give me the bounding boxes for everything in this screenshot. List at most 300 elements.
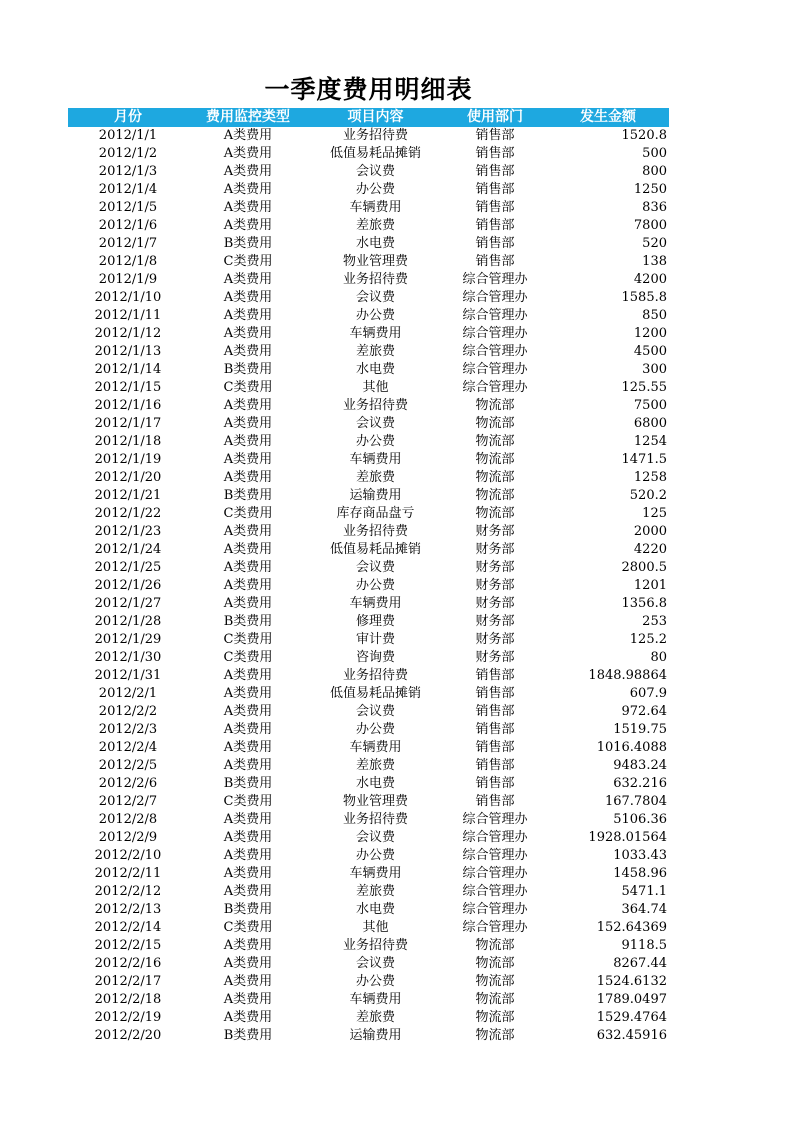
cell-department[interactable]: 综合管理办 [462,290,528,305]
cell-item[interactable]: 办公费 [355,182,395,197]
cell-amount[interactable]: 7800 [633,218,667,233]
cell-item[interactable]: 差旅费 [355,884,395,899]
table-row [68,937,669,955]
table-row [68,271,669,289]
table-row [68,163,669,181]
cell-amount[interactable]: 836 [642,200,667,215]
cell-month[interactable]: 2012/1/3 [98,164,158,179]
cell-department[interactable]: 销售部 [475,146,515,161]
cell-expense-type[interactable]: A类费用 [223,452,273,467]
cell-expense-type[interactable]: A类费用 [223,758,273,773]
cell-amount[interactable]: 800 [642,164,667,179]
cell-month[interactable]: 2012/2/20 [94,1028,162,1043]
cell-item[interactable]: 车辆费用 [349,452,402,467]
cell-expense-type[interactable]: B类费用 [223,902,273,917]
table-row [68,919,669,937]
cell-item[interactable]: 车辆费用 [349,596,402,611]
cell-month[interactable]: 2012/1/31 [94,668,162,683]
cell-expense-type[interactable]: A类费用 [223,866,273,881]
cell-department[interactable]: 综合管理办 [462,380,528,395]
cell-amount[interactable]: 1585.8 [621,290,667,305]
cell-month[interactable]: 2012/2/6 [98,776,158,791]
cell-amount[interactable]: 1201 [633,578,667,593]
cell-amount[interactable]: 5106.36 [613,812,667,827]
cell-item[interactable]: 办公费 [355,722,395,737]
cell-item[interactable]: 水电费 [355,236,395,251]
cell-month[interactable]: 2012/1/13 [94,344,162,359]
cell-expense-type[interactable]: A类费用 [223,596,273,611]
cell-month[interactable]: 2012/1/22 [94,506,162,521]
cell-month[interactable]: 2012/1/18 [94,434,162,449]
cell-month[interactable]: 2012/1/11 [94,308,162,323]
cell-expense-type[interactable]: B类费用 [223,1028,273,1043]
cell-department[interactable]: 销售部 [475,128,515,143]
cell-amount[interactable]: 125.55 [621,380,667,395]
cell-item[interactable]: 办公费 [355,848,395,863]
cell-item[interactable]: 低值易耗品摊销 [329,146,421,161]
cell-expense-type[interactable]: A类费用 [223,326,273,341]
cell-item[interactable]: 咨询费 [355,650,395,665]
cell-item[interactable]: 其他 [362,920,389,935]
cell-department[interactable]: 销售部 [475,722,515,737]
cell-month[interactable]: 2012/1/10 [94,290,162,305]
cell-department[interactable]: 综合管理办 [462,848,528,863]
cell-expense-type[interactable]: A类费用 [223,524,273,539]
cell-amount[interactable]: 1471.5 [621,452,667,467]
cell-amount[interactable]: 167.7804 [604,794,667,809]
cell-expense-type[interactable]: A类费用 [223,686,273,701]
cell-expense-type[interactable]: C类费用 [223,794,273,809]
cell-item[interactable]: 业务招待费 [342,668,408,683]
cell-item[interactable]: 水电费 [355,362,395,377]
cell-department[interactable]: 综合管理办 [462,272,528,287]
cell-month[interactable]: 2012/1/21 [94,488,162,503]
cell-expense-type[interactable]: A类费用 [223,164,273,179]
cell-month[interactable]: 2012/1/28 [94,614,162,629]
cell-department[interactable]: 物流部 [475,1028,515,1043]
table-row [68,595,669,613]
cell-expense-type[interactable]: C类费用 [223,506,273,521]
cell-month[interactable]: 2012/1/16 [94,398,162,413]
cell-month[interactable]: 2012/2/17 [94,974,162,989]
table-row [68,127,669,145]
column-header-expense-type[interactable]: 费用监控类型 [188,108,308,127]
cell-item[interactable]: 业务招待费 [342,938,408,953]
cell-department[interactable]: 物流部 [475,992,515,1007]
cell-amount[interactable]: 1529.4764 [596,1010,667,1025]
cell-month[interactable]: 2012/2/11 [94,866,162,881]
cell-expense-type[interactable]: A类费用 [223,992,273,1007]
cell-amount[interactable]: 1520.8 [621,128,667,143]
cell-amount[interactable]: 300 [642,362,667,377]
table-row [68,1009,669,1027]
cell-expense-type[interactable]: A类费用 [223,218,273,233]
cell-department[interactable]: 综合管理办 [462,812,528,827]
cell-department[interactable]: 财务部 [475,596,515,611]
cell-month[interactable]: 2012/1/20 [94,470,162,485]
cell-amount[interactable]: 253 [642,614,667,629]
cell-amount[interactable]: 2800.5 [621,560,667,575]
cell-month[interactable]: 2012/1/14 [94,362,162,377]
table-row [68,343,669,361]
cell-amount[interactable]: 632.216 [613,776,667,791]
cell-amount[interactable]: 1458.96 [613,866,667,881]
cell-department[interactable]: 财务部 [475,560,515,575]
cell-expense-type[interactable]: A类费用 [223,290,273,305]
cell-expense-type[interactable]: A类费用 [223,578,273,593]
cell-amount[interactable]: 1356.8 [621,596,667,611]
cell-item[interactable]: 业务招待费 [342,812,408,827]
cell-amount[interactable]: 1789.0497 [596,992,667,1007]
cell-item[interactable]: 水电费 [355,776,395,791]
header-row [68,108,669,127]
cell-department[interactable]: 物流部 [475,470,515,485]
cell-expense-type[interactable]: A类费用 [223,848,273,863]
table-row [68,145,669,163]
table-row [68,631,669,649]
cell-amount[interactable]: 9483.24 [613,758,667,773]
cell-amount[interactable]: 632.45916 [596,1028,667,1043]
cell-department[interactable]: 综合管理办 [462,902,528,917]
table-row [68,289,669,307]
cell-department[interactable]: 销售部 [475,182,515,197]
column-header-item[interactable]: 项目内容 [308,108,443,127]
cell-expense-type[interactable]: A类费用 [223,1010,273,1025]
table-row [68,235,669,253]
table-row [68,451,669,469]
cell-month[interactable]: 2012/2/1 [98,686,158,701]
cell-department[interactable]: 销售部 [475,740,515,755]
cell-expense-type[interactable]: A类费用 [223,974,273,989]
cell-item[interactable]: 业务招待费 [342,524,408,539]
cell-department[interactable]: 销售部 [475,776,515,791]
cell-item[interactable]: 差旅费 [355,1010,395,1025]
cell-department[interactable]: 综合管理办 [462,344,528,359]
cell-item[interactable]: 运输费用 [349,1028,402,1043]
cell-department[interactable]: 销售部 [475,686,515,701]
cell-month[interactable]: 2012/2/3 [98,722,158,737]
cell-month[interactable]: 2012/2/14 [94,920,162,935]
cell-item[interactable]: 差旅费 [355,470,395,485]
cell-expense-type[interactable]: A类费用 [223,146,273,161]
cell-item[interactable]: 业务招待费 [342,272,408,287]
cell-item[interactable]: 办公费 [355,974,395,989]
table-body [68,127,669,1045]
cell-amount[interactable]: 500 [642,146,667,161]
cell-month[interactable]: 2012/1/4 [98,182,158,197]
cell-department[interactable]: 物流部 [475,506,515,521]
cell-department[interactable]: 销售部 [475,164,515,179]
cell-department[interactable]: 销售部 [475,704,515,719]
column-header-department[interactable]: 使用部门 [443,108,547,127]
cell-item[interactable]: 低值易耗品摊销 [329,542,421,557]
cell-expense-type[interactable]: A类费用 [223,722,273,737]
cell-department[interactable]: 财务部 [475,614,515,629]
cell-amount[interactable]: 80 [650,650,667,665]
cell-expense-type[interactable]: A类费用 [223,956,273,971]
cell-amount[interactable]: 125 [642,506,667,521]
table-row [68,757,669,775]
cell-month[interactable]: 2012/1/7 [98,236,158,251]
cell-item[interactable]: 修理费 [355,614,395,629]
cell-expense-type[interactable]: A类费用 [223,272,273,287]
cell-item[interactable]: 办公费 [355,308,395,323]
cell-month[interactable]: 2012/2/19 [94,1010,162,1025]
cell-department[interactable]: 物流部 [475,488,515,503]
cell-item[interactable]: 差旅费 [355,758,395,773]
cell-month[interactable]: 2012/1/1 [98,128,158,143]
cell-month[interactable]: 2012/2/16 [94,956,162,971]
cell-month[interactable]: 2012/2/15 [94,938,162,953]
cell-expense-type[interactable]: B类费用 [223,614,273,629]
cell-item[interactable]: 办公费 [355,434,395,449]
cell-month[interactable]: 2012/1/9 [98,272,158,287]
table-header [68,108,669,127]
cell-department[interactable]: 物流部 [475,452,515,467]
cell-department[interactable]: 销售部 [475,794,515,809]
cell-expense-type[interactable]: C类费用 [223,380,273,395]
cell-item[interactable]: 会议费 [355,416,395,431]
cell-item[interactable]: 会议费 [355,830,395,845]
cell-amount[interactable]: 1254 [633,434,667,449]
cell-month[interactable]: 2012/1/15 [94,380,162,395]
cell-department[interactable]: 物流部 [475,1010,515,1025]
cell-department[interactable]: 财务部 [475,542,515,557]
cell-department[interactable]: 销售部 [475,218,515,233]
cell-expense-type[interactable]: A类费用 [223,542,273,557]
cell-month[interactable]: 2012/1/24 [94,542,162,557]
cell-expense-type[interactable]: B类费用 [223,362,273,377]
cell-amount[interactable]: 364.74 [621,902,667,917]
table-row [68,253,669,271]
cell-department[interactable]: 财务部 [475,632,515,647]
cell-expense-type[interactable]: A类费用 [223,398,273,413]
cell-item[interactable]: 差旅费 [355,344,395,359]
table-row [68,811,669,829]
cell-department[interactable]: 综合管理办 [462,866,528,881]
cell-amount[interactable]: 1033.43 [613,848,667,863]
table-row [68,775,669,793]
table-row [68,379,669,397]
cell-month[interactable]: 2012/1/8 [98,254,158,269]
cell-month[interactable]: 2012/2/12 [94,884,162,899]
cell-month[interactable]: 2012/1/25 [94,560,162,575]
cell-expense-type[interactable]: A类费用 [223,668,273,683]
cell-department[interactable]: 综合管理办 [462,362,528,377]
cell-expense-type[interactable]: A类费用 [223,344,273,359]
cell-department[interactable]: 综合管理办 [462,830,528,845]
cell-expense-type[interactable]: A类费用 [223,416,273,431]
cell-amount[interactable]: 1928.01564 [588,830,667,845]
cell-expense-type[interactable]: A类费用 [223,938,273,953]
cell-department[interactable]: 物流部 [475,938,515,953]
cell-expense-type[interactable]: A类费用 [223,470,273,485]
cell-amount[interactable]: 520 [642,236,667,251]
cell-item[interactable]: 会议费 [355,164,395,179]
table-row [68,469,669,487]
cell-expense-type[interactable]: B类费用 [223,488,273,503]
cell-department[interactable]: 物流部 [475,956,515,971]
cell-item[interactable]: 会议费 [355,290,395,305]
table-row [68,325,669,343]
cell-month[interactable]: 2012/1/5 [98,200,158,215]
cell-department[interactable]: 物流部 [475,398,515,413]
cell-expense-type[interactable]: C类费用 [223,632,273,647]
cell-department[interactable]: 销售部 [475,254,515,269]
cell-amount[interactable]: 138 [642,254,667,269]
cell-amount[interactable]: 9118.5 [621,938,667,953]
cell-month[interactable]: 2012/1/2 [98,146,158,161]
table-row [68,361,669,379]
cell-month[interactable]: 2012/2/13 [94,902,162,917]
cell-month[interactable]: 2012/1/6 [98,218,158,233]
cell-month[interactable]: 2012/2/10 [94,848,162,863]
cell-amount[interactable]: 2000 [633,524,667,539]
cell-department[interactable]: 物流部 [475,416,515,431]
cell-expense-type[interactable]: A类费用 [223,830,273,845]
cell-amount[interactable]: 4500 [633,344,667,359]
cell-item[interactable]: 物业管理费 [342,794,408,809]
cell-month[interactable]: 2012/1/29 [94,632,162,647]
cell-item[interactable]: 其他 [362,380,389,395]
cell-item[interactable]: 运输费用 [349,488,402,503]
cell-expense-type[interactable]: A类费用 [223,560,273,575]
cell-expense-type[interactable]: A类费用 [223,434,273,449]
table-row [68,505,669,523]
cell-expense-type[interactable]: C类费用 [223,254,273,269]
table-row [68,613,669,631]
cell-expense-type[interactable]: C类费用 [223,650,273,665]
cell-expense-type[interactable]: B类费用 [223,236,273,251]
cell-department[interactable]: 销售部 [475,668,515,683]
cell-amount[interactable]: 1250 [633,182,667,197]
table-row [68,487,669,505]
cell-item[interactable]: 车辆费用 [349,326,402,341]
cell-department[interactable]: 销售部 [475,758,515,773]
cell-item[interactable]: 会议费 [355,956,395,971]
cell-amount[interactable]: 1258 [633,470,667,485]
table-row [68,199,669,217]
cell-department[interactable]: 财务部 [475,524,515,539]
cell-expense-type[interactable]: A类费用 [223,182,273,197]
cell-amount[interactable]: 5471.1 [621,884,667,899]
cell-amount[interactable]: 850 [642,308,667,323]
sheet-title: 一季度费用明细表 [264,75,473,104]
cell-amount[interactable]: 607.9 [629,686,667,701]
cell-amount[interactable]: 1848.98864 [588,668,667,683]
cell-department[interactable]: 销售部 [475,236,515,251]
cell-department[interactable]: 财务部 [475,650,515,665]
cell-month[interactable]: 2012/1/12 [94,326,162,341]
cell-amount[interactable]: 125.2 [629,632,667,647]
cell-amount[interactable]: 1200 [633,326,667,341]
cell-month[interactable]: 2012/2/18 [94,992,162,1007]
cell-item[interactable]: 业务招待费 [342,398,408,413]
cell-amount[interactable]: 972.64 [621,704,667,719]
cell-department[interactable]: 综合管理办 [462,326,528,341]
cell-amount[interactable]: 8267.44 [613,956,667,971]
cell-item[interactable]: 车辆费用 [349,866,402,881]
cell-month[interactable]: 2012/2/7 [98,794,158,809]
cell-amount[interactable]: 4200 [633,272,667,287]
cell-amount[interactable]: 6800 [633,416,667,431]
table-row [68,397,669,415]
column-header-month[interactable]: 月份 [68,108,188,127]
cell-month[interactable]: 2012/2/8 [98,812,158,827]
cell-amount[interactable]: 1519.75 [613,722,667,737]
cell-month[interactable]: 2012/1/30 [94,650,162,665]
table-row [68,559,669,577]
table-row [68,415,669,433]
cell-expense-type[interactable]: B类费用 [223,776,273,791]
cell-month[interactable]: 2012/1/26 [94,578,162,593]
table-row [68,181,669,199]
cell-department[interactable]: 综合管理办 [462,920,528,935]
table-row [68,883,669,901]
table-row [68,991,669,1009]
cell-expense-type[interactable]: C类费用 [223,920,273,935]
cell-amount[interactable]: 520.2 [629,488,667,503]
cell-department[interactable]: 综合管理办 [462,308,528,323]
cell-item[interactable]: 车辆费用 [349,200,402,215]
cell-item[interactable]: 车辆费用 [349,740,402,755]
cell-amount[interactable]: 1016.4088 [596,740,667,755]
cell-item[interactable]: 物业管理费 [342,254,408,269]
cell-item[interactable]: 车辆费用 [349,992,402,1007]
table-row [68,1027,669,1045]
cell-department[interactable]: 物流部 [475,974,515,989]
cell-amount[interactable]: 1524.6132 [596,974,667,989]
cell-month[interactable]: 2012/1/27 [94,596,162,611]
cell-department[interactable]: 财务部 [475,578,515,593]
cell-department[interactable]: 销售部 [475,200,515,215]
cell-department[interactable]: 综合管理办 [462,884,528,899]
cell-month[interactable]: 2012/1/19 [94,452,162,467]
table-row [68,793,669,811]
cell-expense-type[interactable]: A类费用 [223,128,273,143]
cell-month[interactable]: 2012/2/4 [98,740,158,755]
cell-expense-type[interactable]: A类费用 [223,740,273,755]
cell-month[interactable]: 2012/2/9 [98,830,158,845]
cell-month[interactable]: 2012/1/23 [94,524,162,539]
cell-department[interactable]: 物流部 [475,434,515,449]
cell-amount[interactable]: 152.64369 [596,920,667,935]
table-row [68,523,669,541]
column-header-amount[interactable]: 发生金额 [547,108,669,127]
cell-expense-type[interactable]: A类费用 [223,308,273,323]
cell-item[interactable]: 水电费 [355,902,395,917]
cell-expense-type[interactable]: A类费用 [223,812,273,827]
cell-month[interactable]: 2012/2/2 [98,704,158,719]
cell-item[interactable]: 会议费 [355,704,395,719]
cell-item[interactable]: 办公费 [355,578,395,593]
cell-expense-type[interactable]: A类费用 [223,200,273,215]
cell-month[interactable]: 2012/1/17 [94,416,162,431]
cell-item[interactable]: 审计费 [355,632,395,647]
cell-month[interactable]: 2012/2/5 [98,758,158,773]
cell-expense-type[interactable]: A类费用 [223,704,273,719]
table-row [68,847,669,865]
cell-amount[interactable]: 7500 [633,398,667,413]
cell-item[interactable]: 库存商品盘亏 [336,506,415,521]
cell-item[interactable]: 业务招待费 [342,128,408,143]
cell-item[interactable]: 差旅费 [355,218,395,233]
cell-item[interactable]: 会议费 [355,560,395,575]
cell-expense-type[interactable]: A类费用 [223,884,273,899]
table-row [68,541,669,559]
cell-amount[interactable]: 4220 [633,542,667,557]
cell-item[interactable]: 低值易耗品摊销 [329,686,421,701]
